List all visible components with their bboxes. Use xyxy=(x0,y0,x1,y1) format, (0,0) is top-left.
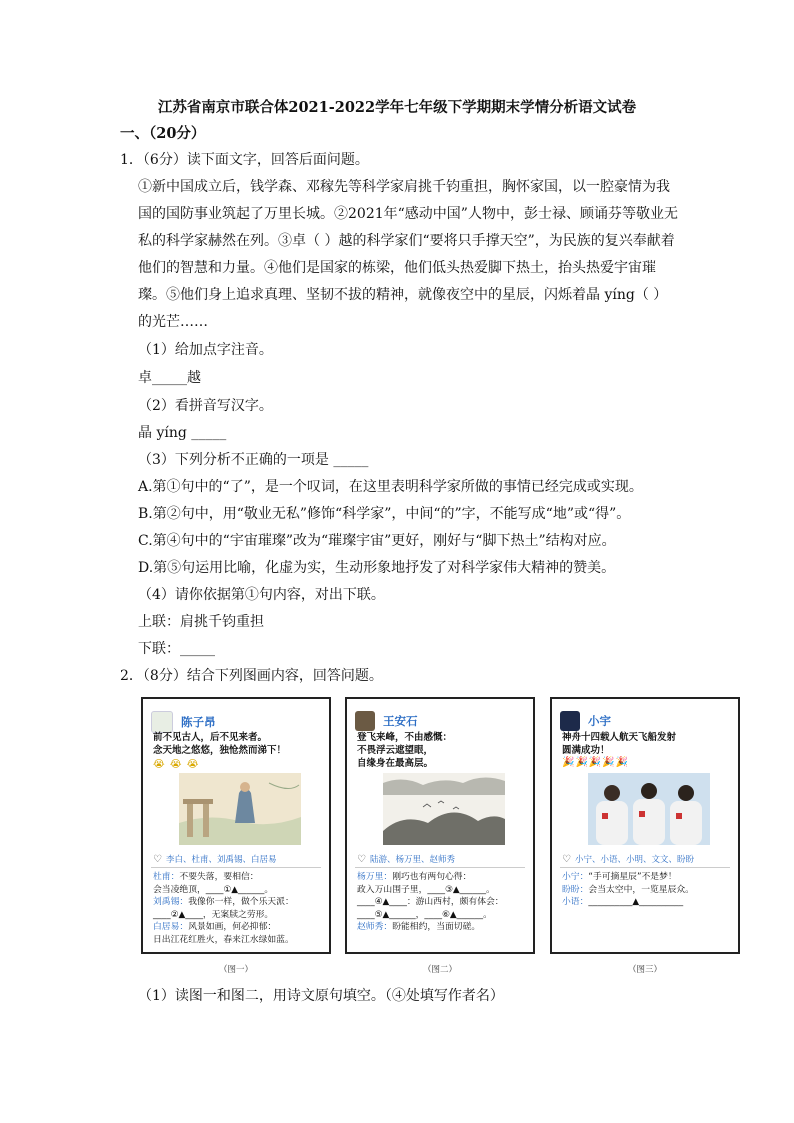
comment: 小宁：“手可摘星辰”不是梦！ xyxy=(562,872,677,882)
likes-names: 小宁、小语、小明、文文、盼盼 xyxy=(574,855,694,865)
comment: 日出江花红胜火，春来江水绿如蓝。 xyxy=(153,934,294,945)
comment: ____②▲____，无案牍之劳形。 xyxy=(153,909,274,920)
post-card-3 xyxy=(550,697,740,954)
avatar-icon xyxy=(560,711,580,731)
poster-name: 王安石 xyxy=(383,714,418,728)
q1-sub2: （2）看拼音写汉字。 xyxy=(138,398,273,414)
q1-sub3: （3）下列分析不正确的一项是 _____ xyxy=(138,452,369,468)
likes-names: 陆游、杨万里、赵师秀 xyxy=(369,855,455,865)
comment: 白居易：风景如画，何必抑郁： xyxy=(153,922,277,932)
upper-couplet: 上联：肩挑千钧重担 xyxy=(138,614,264,630)
page-title: 江苏省南京市联合体2021-2022学年七年级下学期期末学情分析语文试卷 xyxy=(157,99,637,116)
comment: 小语：__________▲__________ xyxy=(562,897,684,907)
avatar-icon xyxy=(151,711,173,733)
comments xyxy=(153,871,323,946)
heart-icon[interactable]: ♡ xyxy=(153,854,162,865)
poster-name: 小宇 xyxy=(588,714,611,728)
emoji-row: 😭 😭 😭 xyxy=(153,759,200,770)
comments xyxy=(357,871,527,934)
option-a: A.第①句中的“了”，是一个叹词，在这里表明科学家所做的事情已经完成或实现。 xyxy=(138,479,643,495)
avatar-icon xyxy=(355,711,375,731)
comments xyxy=(562,871,732,909)
divider xyxy=(560,867,730,868)
likes-names: 李白、杜甫、刘禹锡、白居易 xyxy=(165,855,277,865)
section-heading: 一、（20分） xyxy=(120,125,206,142)
post-text: 登飞来峰，不由感慨： 不畏浮云遮望眼， 自缘身在最高层。 xyxy=(357,732,453,769)
post-text: 前不见古人，后不见来者。 念天地之悠悠，独怆然而涕下！ xyxy=(153,732,287,756)
comment: 盼盼：会当太空中，一览星辰众。 xyxy=(562,884,694,895)
likes-row xyxy=(562,853,732,865)
poster-name: 陈子昂 xyxy=(181,715,216,729)
caption-2: （图二） xyxy=(422,965,457,975)
q1-sub4: （4）请你依据第①句内容，对出下联。 xyxy=(138,587,385,603)
comment: 赵师秀：盼能相约，当面切磋。 xyxy=(357,922,481,932)
comment: 政入万山围子里，____③▲______。 xyxy=(357,884,495,895)
comment: ____⑤▲______，____⑥▲______。 xyxy=(357,909,492,920)
comment: 杨万里：刚巧也有两句心得： xyxy=(357,872,472,882)
q1-passage: ①新中国成立后，钱学森、邓稼先等科学家肩挑千钧重担，胸怀家国，以一腔豪情为我国的国防事业筑起了万里长城。②2021年“感动中国”人物中，彭士禄、顾诵芬等敬业无私的科学家赫然在列。③卓（ ）越的科学家们“要将只手撑天空”，为民族的复兴奉献着他们的智慧和力量。④他们是国家的栋梁，他们低头热爱脚下热土，抬头热爱宇宙璀璨。⑤他们身上追求真理、坚韧不拔的精神，就像夜空中的星辰，闪烁着晶 yíng（ ）的光芒…… xyxy=(138,179,678,330)
caption-1: （图一） xyxy=(218,965,253,975)
option-b: B.第②句中，用“敬业无私”修饰“科学家”，中间“的”字，不能写成“地”或“得”。 xyxy=(138,506,631,522)
card-header xyxy=(355,711,418,731)
comment: 刘禹锡：我像你一样，做个乐天派： xyxy=(153,897,294,907)
option-d: D.第⑤句运用比喻，化虚为实，生动形象地抒发了对科学家伟大精神的赞美。 xyxy=(138,560,616,576)
card-header xyxy=(560,711,611,731)
post-text: 神舟十四载人航天飞船发射 圆满成功！ xyxy=(562,732,677,756)
divider xyxy=(151,867,321,868)
post-card-1 xyxy=(141,697,331,954)
emoji-row: 🎉🎉🎉🎉🎉 xyxy=(562,757,630,768)
q1-sub2-answer: 晶 yíng _____ xyxy=(138,425,227,441)
heart-icon[interactable]: ♡ xyxy=(357,854,366,865)
comment: 杜甫：不要失落，要相信： xyxy=(153,872,259,882)
option-c: C.第④句中的“宇宙璀璨”改为“璀璨宇宙”更好，刚好与“脚下热土”结构对应。 xyxy=(138,533,616,549)
post-image xyxy=(588,773,710,845)
divider xyxy=(355,867,525,868)
post-image xyxy=(383,773,505,845)
caption-3: （图三） xyxy=(627,965,662,975)
lower-couplet: 下联：_____ xyxy=(138,641,215,657)
card-header xyxy=(151,711,216,733)
heart-icon[interactable]: ♡ xyxy=(562,854,571,865)
post-image xyxy=(179,773,301,845)
q2-stem: 2．（8分）结合下列图画内容，回答问题。 xyxy=(120,668,383,684)
q1-stem: 1．（6分）读下面文字，回答后面问题。 xyxy=(120,152,369,168)
q1-sub1-answer: 卓_____越 xyxy=(138,370,201,386)
comment: ____④▲____：游山西村，颇有体会： xyxy=(357,897,504,907)
q2-sub1: （1）读图一和图二，用诗文原句填空。（④处填写作者名） xyxy=(138,988,504,1004)
likes-row xyxy=(153,853,323,865)
likes-row xyxy=(357,853,527,865)
comment: 会当凌绝顶，____①▲______。 xyxy=(153,884,274,895)
q1-sub1: （1）给加点字注音。 xyxy=(138,342,273,358)
post-card-2 xyxy=(345,697,535,954)
